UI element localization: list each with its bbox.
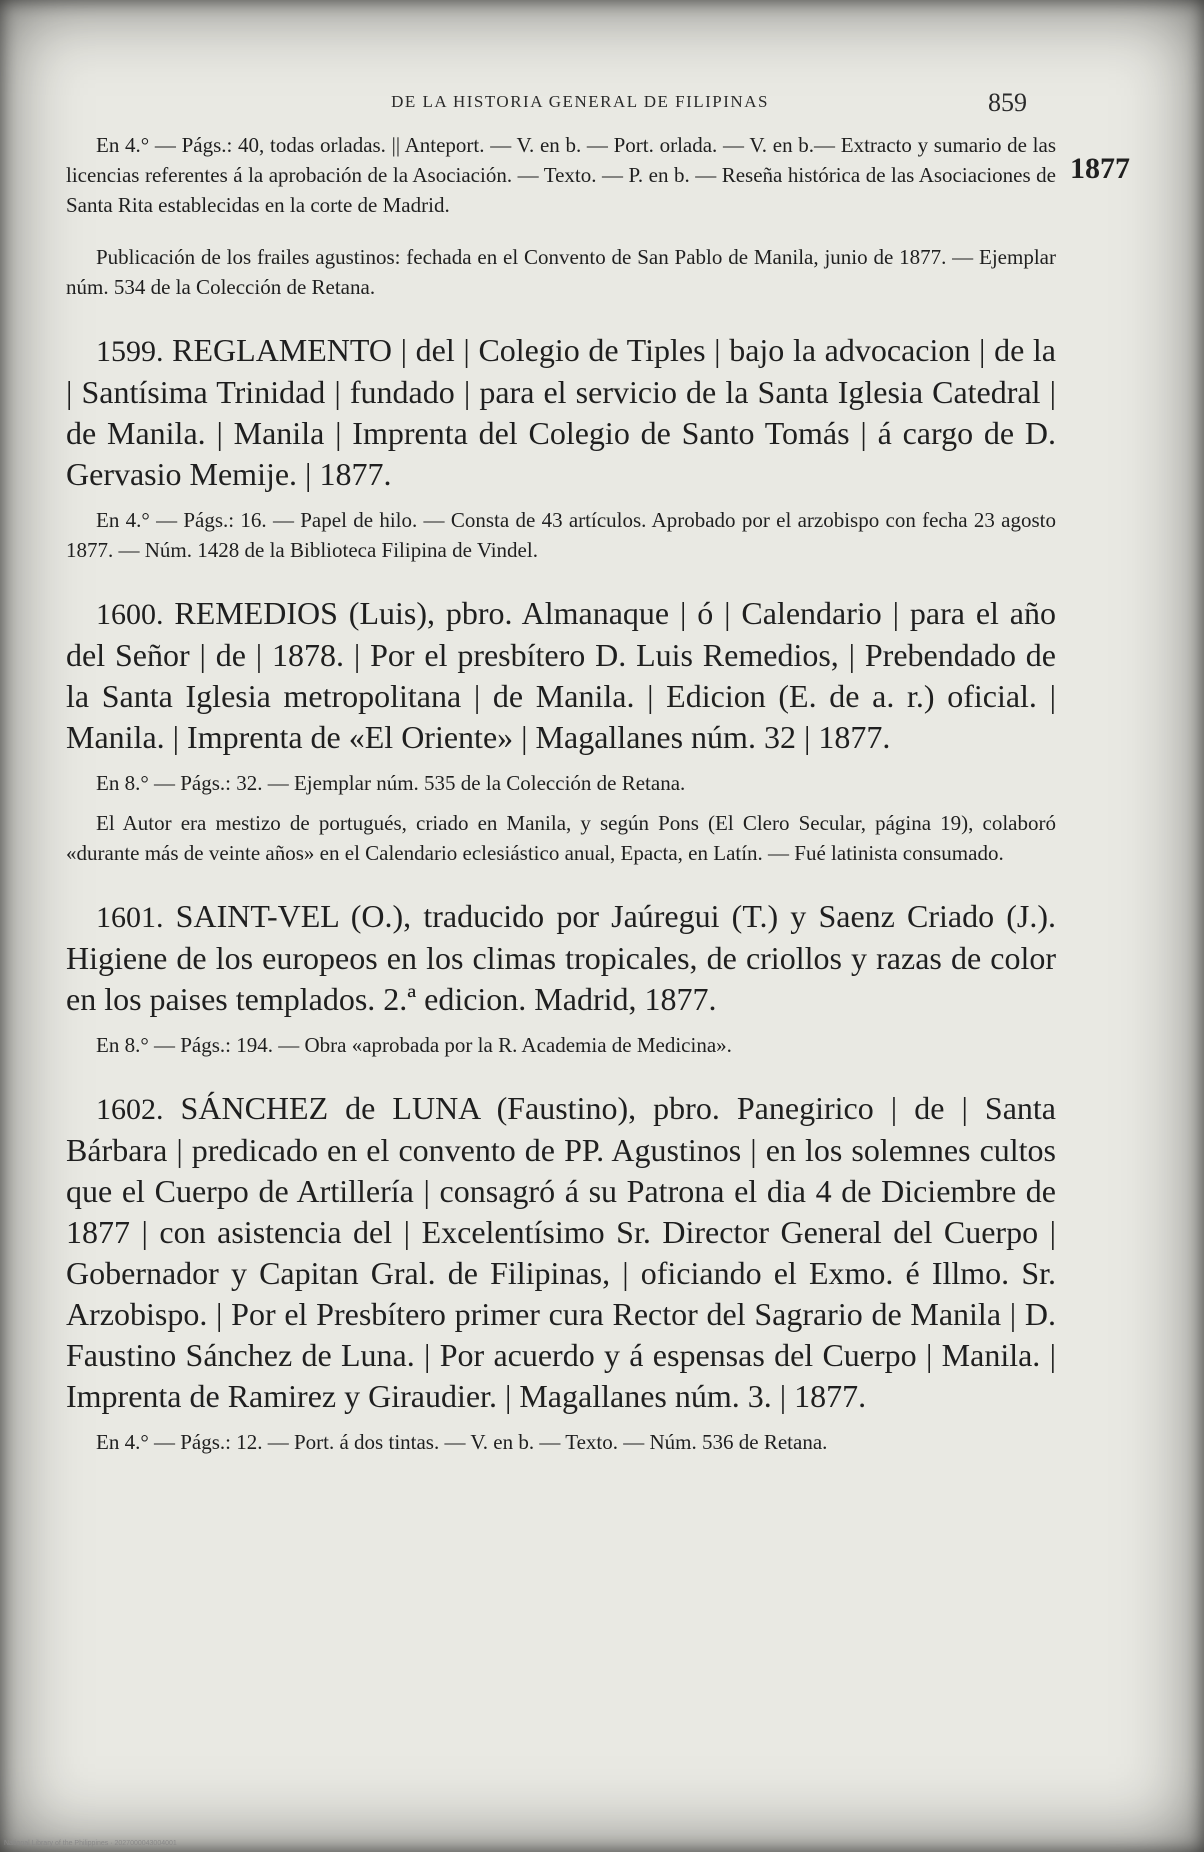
entry-1601 xyxy=(66,896,1056,1060)
entry-number: 1601. xyxy=(96,901,164,934)
entry-note: El Autor era mestizo de portugués, criado en Manila, y según Pons (El Clero Secular, página 19), colaboró «durante más de veinte años» en el Calendario eclesiástico anual, Epacta, en Latín. — Fué latinista consumado. xyxy=(66,811,1056,865)
entry-1599 xyxy=(66,330,1056,565)
entry-title: SÁNCHEZ de LUNA (Faustino), pbro. Panegirico | de | Santa Bárbara | predicado en el convento de PP. Agustinos | en los solemnes cultos que el Cuerpo de Artillería | consagró á su Patrona el dia 4 de Diciembre de 1877 | con asistencia del | Excelentísimo Sr. Director General del Cuerpo | Gobernador y Capitan Gral. de Filipinas, | oficiando el Exmo. é Illmo. Sr. Arzobispo. | Por el Presbítero primer cura Rector del Sagrario de Manila | D. Faustino Sánchez de Luna. | Por acuerdo y á espensas del Cuerpo | Manila. | Imprenta de Ramirez y Giraudier. | Magallanes núm. 3. | 1877. xyxy=(66,1090,1056,1414)
entry-description: En 4.° — Págs.: 16. — Papel de hilo. — Consta de 43 artículos. Aprobado por el arzobispo con fecha 23 agosto 1877. — Núm. 1428 de la Biblioteca Filipina de Vindel. xyxy=(66,508,1056,562)
entry-title: SAINT-VEL (O.), traducido por Jaúregui (T.) y Saenz Criado (J.). Higiene de los europeos en los climas tropicales, de criollos y razas de color en los paises templados. 2.ª edicion. Madrid, 1877. xyxy=(66,898,1057,1017)
entry-number: 1600. xyxy=(96,598,164,631)
library-stamp: National Library of the Philippines · 2027000043004001 xyxy=(4,1840,177,1847)
entry-description: En 8.° — Págs.: 194. — Obra «aprobada por la R. Academia de Medicina». xyxy=(96,1033,732,1057)
entry-number: 1599. xyxy=(96,335,164,368)
entry-title: REGLAMENTO | del | Colegio de Tiples | bajo la advocacion | de la | Santísima Trinidad | fundado | para el servicio de la Santa Iglesia Catedral | de Manila. | Manila | Imprenta del Colegio de Santo Tomás | á cargo de D. Gervasio Memije. | 1877. xyxy=(66,332,1057,492)
entry-description: En 4.° — Págs.: 12. — Port. á dos tintas. — V. en b. — Texto. — Núm. 536 de Retana. xyxy=(96,1430,828,1454)
intro-note: Publicación de los frailes agustinos: fechada en el Convento de San Pablo de Manila, junio de 1877. — Ejemplar núm. 534 de la Colección de Retana. xyxy=(66,245,1056,299)
entry-1602 xyxy=(66,1088,1056,1457)
running-title: DE LA HISTORIA GENERAL DE FILIPINAS xyxy=(391,92,769,111)
entry-number: 1602. xyxy=(96,1093,164,1126)
margin-year: 1877 xyxy=(1070,152,1130,185)
page-number: 859 xyxy=(988,88,1027,117)
intro-description: En 4.° — Págs.: 40, todas orladas. || Anteport. — V. en b. — Port. orlada. — V. en b.— Extracto y sumario de las licencias referentes á la aprobación de la Asociación. — Texto. — P. en b. — Reseña histórica de las Asociaciones de Santa Rita establecidas en la corte de Madrid. xyxy=(66,133,1056,217)
text-block xyxy=(66,130,1056,1457)
entry-title: REMEDIOS (Luis), pbro. Almanaque | ó | Calendario | para el año del Señor | de | 1878. | Por el presbítero D. Luis Remedios, | Prebendado de la Santa Iglesia metropolitana | de Manila. | Edicion (E. de a. r.) oficial. | Manila. | Imprenta de «El Oriente» | Magallanes núm. 32 | 1877. xyxy=(66,595,1057,755)
entry-description: En 8.° — Págs.: 32. — Ejemplar núm. 535 de la Colección de Retana. xyxy=(96,771,686,795)
entry-1600 xyxy=(66,593,1056,868)
